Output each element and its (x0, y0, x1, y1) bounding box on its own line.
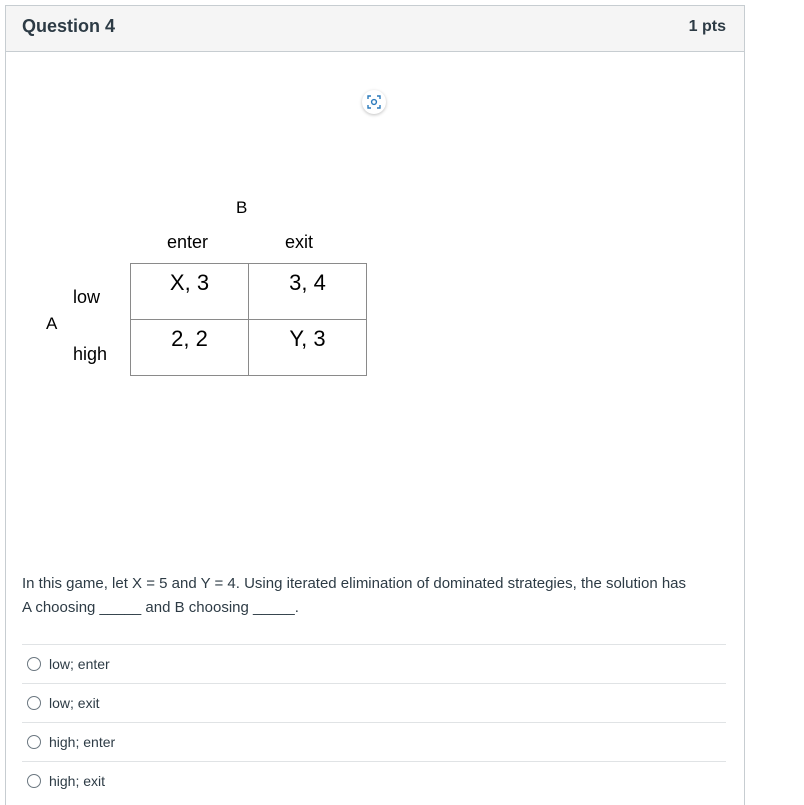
answer-option-high-enter[interactable] (22, 722, 726, 761)
question-card (5, 5, 745, 805)
column-label-enter: enter (167, 232, 209, 252)
answer-option-low-exit[interactable] (22, 683, 726, 722)
question-points: 1 pts (688, 18, 726, 35)
prompt-line: A choosing _____ and B choosing _____. (22, 599, 299, 616)
payoff-row-high (131, 320, 367, 376)
payoff-matrix (130, 263, 367, 376)
radio-button[interactable] (27, 696, 41, 710)
answer-option-low-enter[interactable] (22, 644, 726, 683)
row-label-low: low (73, 287, 101, 307)
row-label-high: high (73, 344, 108, 364)
player-b-label: B (236, 198, 248, 217)
radio-button[interactable] (27, 774, 41, 788)
radio-button[interactable] (27, 657, 41, 671)
answer-label: high; enter (49, 734, 116, 750)
image-focus-icon[interactable] (362, 90, 386, 114)
payoff-cell: 3, 4 (249, 264, 367, 320)
payoff-cell: Y, 3 (249, 320, 367, 376)
answer-label: low; enter (49, 656, 110, 672)
question-header (6, 6, 744, 52)
answer-label: low; exit (49, 695, 100, 711)
question-prompt (22, 572, 734, 620)
question-title: Question 4 (22, 16, 116, 36)
payoff-cell: 2, 2 (131, 320, 249, 376)
answer-label: high; exit (49, 773, 106, 789)
column-label-exit: exit (285, 232, 314, 252)
answer-list (22, 644, 726, 800)
radio-button[interactable] (27, 735, 41, 749)
payoff-cell: X, 3 (131, 264, 249, 320)
player-a-label: A (46, 314, 58, 333)
payoff-row-low (131, 264, 367, 320)
answer-option-high-exit[interactable] (22, 761, 726, 800)
prompt-line: In this game, let X = 5 and Y = 4. Using iterated elimination of dominated strategies, the solution has (22, 575, 687, 592)
